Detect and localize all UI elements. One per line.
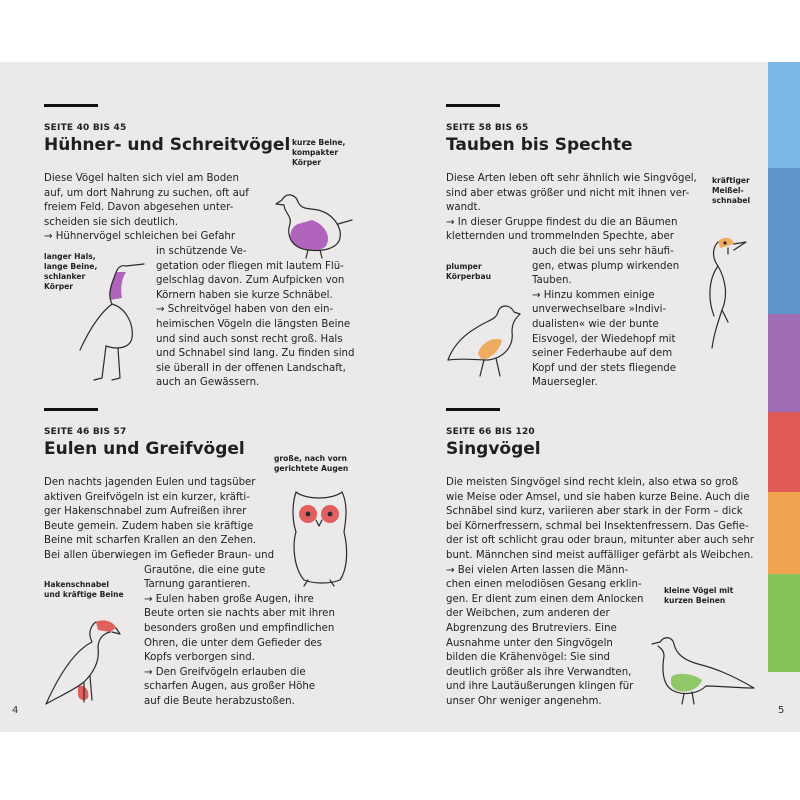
section-eulen-header bbox=[44, 408, 245, 459]
text-line: bilden die Krähenvögel: Sie sind bbox=[446, 652, 611, 664]
text-line: dualisten« wie der bunte bbox=[532, 318, 659, 330]
text-line: auch an Gewässern. bbox=[156, 377, 260, 389]
hawk-feet-accent bbox=[78, 686, 88, 700]
text-line: Eisvogel, der Wiedehopf mit bbox=[532, 333, 676, 345]
text-line: Tarnung garantieren. bbox=[144, 579, 251, 591]
tab-blue[interactable] bbox=[768, 168, 800, 314]
text-line: auf die Beute herabzustoßen. bbox=[144, 695, 295, 707]
text-line: Körnern haben sie kurze Schnäbel. bbox=[156, 289, 333, 301]
text-line: → Schreitvögel haben von den ein- bbox=[156, 304, 334, 316]
text-line: → Den Greifvögeln erlauben die bbox=[144, 666, 306, 678]
text-line: scharfen Augen, aus großer Höhe bbox=[144, 681, 316, 693]
callout-line: und kräftige Beine bbox=[44, 590, 124, 599]
callout-kurze-beine bbox=[292, 138, 345, 168]
heron-icon bbox=[74, 254, 164, 384]
partridge-icon bbox=[268, 180, 358, 260]
text-line: scheiden sie sich deutlich. bbox=[44, 216, 179, 228]
text-line: → In dieser Gruppe findest du die an Bäumen bbox=[446, 216, 678, 228]
section-rule bbox=[446, 104, 500, 107]
text-line: chen einen melodiösen Gesang erklin- bbox=[446, 579, 642, 591]
songbird-accent bbox=[671, 674, 702, 692]
section-huehner-header bbox=[44, 104, 290, 155]
page-number-right: 5 bbox=[778, 705, 785, 716]
callout-line: kompakter bbox=[292, 148, 339, 157]
hawk-head-accent bbox=[96, 620, 116, 632]
section-title: Hühner- und Schreitvögel bbox=[44, 135, 291, 155]
text-line: → Eulen haben große Augen, ihre bbox=[144, 593, 314, 605]
text-line: sie überall in der offenen Landschaft, bbox=[156, 362, 346, 374]
text-line: Kopf und der stets fliegende bbox=[532, 362, 677, 374]
callout-meisselschnabel bbox=[712, 176, 750, 206]
heron-accent bbox=[109, 272, 126, 300]
text-line: Mauersegler. bbox=[532, 377, 598, 389]
text-line: Kopfs verborgen sind. bbox=[144, 652, 255, 664]
callout-line: kurzen Beinen bbox=[664, 596, 726, 605]
text-line: der ist oft schlicht grau oder braun, mitunter aber auch sehr bbox=[446, 535, 754, 547]
text-line: freiem Feld. Davon abgesehen unter- bbox=[44, 202, 234, 214]
section-page-range: SEITE 46 BIS 57 bbox=[44, 427, 127, 437]
text-line: auf, um dort Nahrung zu suchen, oft auf bbox=[44, 187, 249, 199]
section-sing-header bbox=[446, 408, 541, 459]
tab-green[interactable] bbox=[768, 574, 800, 672]
text-line: Tauben. bbox=[532, 275, 572, 287]
section-page-range: SEITE 66 BIS 120 bbox=[446, 427, 535, 437]
text-line: Bei allen überwiegen im Gefieder Braun- und bbox=[44, 549, 275, 561]
text-line: unverwechselbare »Indivi- bbox=[532, 304, 667, 316]
callout-line: kurze Beine, bbox=[292, 138, 346, 147]
woodpecker-icon bbox=[704, 230, 750, 360]
hawk-icon bbox=[40, 612, 124, 712]
callout-line: Hakenschnabel bbox=[44, 580, 110, 589]
section-rule bbox=[446, 408, 500, 411]
text-line: ger Hakenschnabel zum Aufreißen ihrer bbox=[44, 506, 247, 518]
text-line: Diese Vögel halten sich viel am Boden bbox=[44, 173, 239, 184]
chapter-tabs bbox=[768, 62, 800, 672]
tab-orange[interactable] bbox=[768, 492, 800, 574]
section-title: Eulen und Greifvögel bbox=[44, 439, 245, 459]
text-line: besonders großen und empfindlichen bbox=[144, 622, 335, 634]
callout-line: große, nach vorn bbox=[274, 454, 347, 463]
section-title: Tauben bis Spechte bbox=[446, 135, 633, 155]
text-line: in schützende Ve- bbox=[156, 245, 247, 257]
text-line: und ihre Lautäußerungen klingen für bbox=[446, 681, 634, 693]
tab-purple[interactable] bbox=[768, 314, 800, 412]
tab-blue-light[interactable] bbox=[768, 62, 800, 168]
callout-line: schlanker bbox=[44, 272, 86, 281]
text-line: Grautöne, die eine gute bbox=[144, 564, 266, 576]
callout-line: plumper bbox=[446, 262, 482, 271]
section-title: Singvögel bbox=[446, 439, 541, 459]
text-line: Abgrenzung des Brutreviers. Eine bbox=[446, 622, 617, 634]
callout-line: lange Beine, bbox=[44, 262, 98, 271]
text-line: aktiven Greifvögeln ist ein kurzer, kräfti- bbox=[44, 491, 250, 503]
callout-line: gerichtete Augen bbox=[274, 464, 349, 473]
section-page-range: SEITE 40 BIS 45 bbox=[44, 123, 127, 133]
text-line: sind aber etwas größer und nicht mit ihnen ver- bbox=[446, 187, 690, 199]
callout-kleine-voegel bbox=[664, 586, 733, 606]
text-line: Schnäbel sind kurz, variieren aber stark in der Form – dick bbox=[446, 506, 743, 518]
text-line: der Weibchen, zum anderen der bbox=[446, 608, 610, 620]
text-line: → Hühnervögel schleichen bei Gefahr bbox=[44, 231, 236, 243]
songbird-icon bbox=[650, 632, 758, 708]
section-rule bbox=[44, 408, 98, 411]
text-line: wandt. bbox=[446, 202, 481, 214]
text-line: heimischen Vögeln die längsten Beine bbox=[156, 318, 351, 330]
callout-line: schnabel bbox=[712, 196, 751, 205]
text-line: auch die bei uns sehr häufi- bbox=[532, 245, 674, 257]
text-line: Den nachts jagenden Eulen und tagsüber bbox=[44, 477, 256, 488]
callout-line: Körperbau bbox=[446, 272, 492, 281]
text-line: wie Meise oder Amsel, und sie haben kurze Beine. Auch die bbox=[446, 491, 750, 503]
text-line: bei Körnerfressern, schmal bei Insektenfressern. Das Gefie- bbox=[446, 520, 749, 532]
callout-grosse-augen bbox=[274, 454, 348, 474]
text-line: Die meisten Singvögel sind recht klein, also etwa so groß bbox=[446, 477, 739, 488]
text-line: getation oder fliegen mit lautem Flü- bbox=[156, 260, 344, 272]
callout-plumper-koerperbau bbox=[446, 262, 491, 282]
text-line: gen, etwas plump wirkenden bbox=[532, 260, 680, 272]
text-line: seiner Federhaube auf dem bbox=[532, 348, 673, 360]
section-page-range: SEITE 58 BIS 65 bbox=[446, 123, 529, 133]
callout-line: langer Hals, bbox=[44, 252, 96, 261]
text-line: Ausnahme unter den Singvögeln bbox=[446, 637, 613, 649]
text-line: unser Ohr weniger angenehm. bbox=[446, 695, 602, 707]
text-line: → Hinzu kommen einige bbox=[532, 289, 655, 301]
callout-line: kleine Vögel mit bbox=[664, 586, 734, 595]
text-line: gelschlag davon. Zum Aufpicken von bbox=[156, 275, 345, 287]
page-number-left: 4 bbox=[12, 705, 19, 716]
text-line: bunt. Männchen sind meist auffälliger gefärbt als Weibchen. bbox=[446, 549, 754, 561]
owl-icon bbox=[286, 484, 356, 588]
text-line: → Bei vielen Arten lassen die Männ- bbox=[446, 564, 629, 576]
callout-line: Körper bbox=[44, 282, 74, 291]
section-tauben-header bbox=[446, 104, 633, 155]
text-line: Beine mit scharfen Krallen an den Zehen. bbox=[44, 535, 257, 547]
callout-hakenschnabel bbox=[44, 580, 124, 600]
pigeon-icon bbox=[444, 296, 528, 382]
text-line: und Schnabel sind lang. Zu finden sind bbox=[156, 348, 355, 360]
section-rule bbox=[44, 104, 98, 107]
callout-line: Meißel- bbox=[712, 186, 744, 195]
tab-red[interactable] bbox=[768, 412, 800, 492]
text-line: deutlich größer als ihre Verwandten, bbox=[446, 666, 632, 678]
text-line: Beute gemein. Zudem haben sie kräftige bbox=[44, 520, 254, 532]
callout-line: kräftiger bbox=[712, 176, 750, 185]
callout-line: Körper bbox=[292, 158, 322, 167]
text-line: Beute orten sie nachts aber mit ihren bbox=[144, 608, 335, 620]
text-line: kletternden und trommelnden Spechte, aber bbox=[446, 231, 674, 243]
text-line: gen. Er dient zum einen dem Anlocken bbox=[446, 593, 644, 605]
text-line: Diese Arten leben oft sehr ähnlich wie Singvögel, bbox=[446, 173, 697, 184]
text-line: und sind auch sonst recht groß. Hals bbox=[156, 333, 343, 345]
text-line: Ohren, die unter dem Gefieder des bbox=[144, 637, 322, 649]
